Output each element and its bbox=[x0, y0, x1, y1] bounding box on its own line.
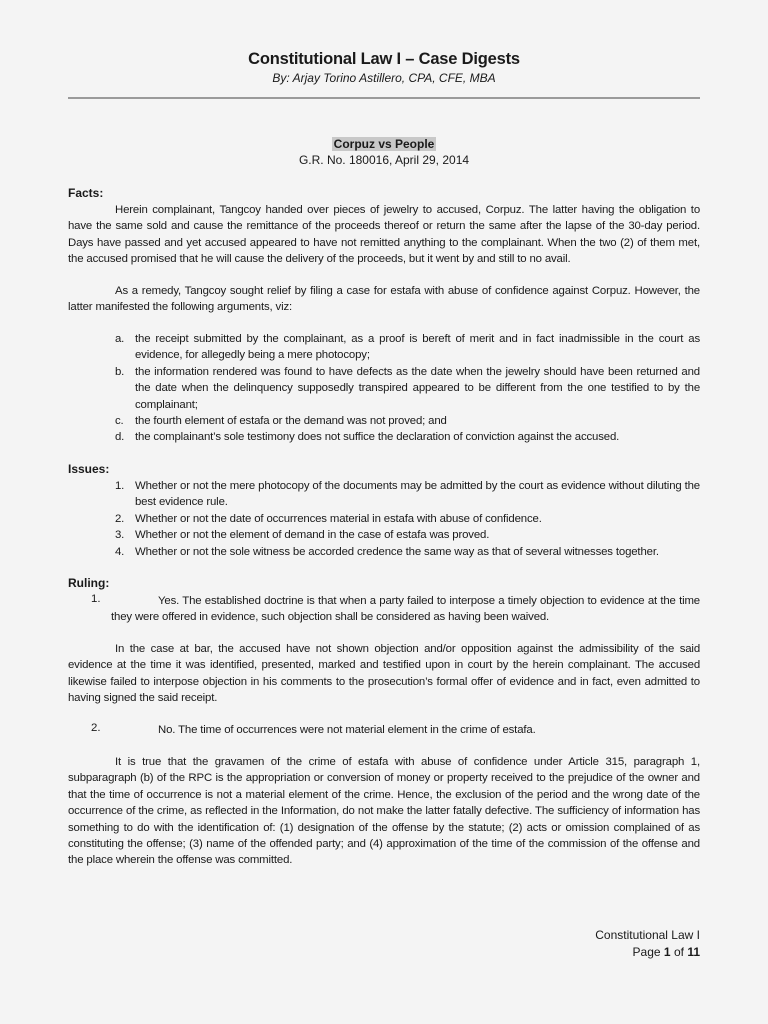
list-text: the complainant’s sole testimony does not suffice the declaration of conviction against the accused. bbox=[135, 431, 620, 444]
list-text: the receipt submitted by the complainant, as a proof is bereft of merit and in fact inadmissible in the court as evidence, for allegedly being a mere photocopy; bbox=[135, 333, 700, 362]
list-item bbox=[115, 511, 700, 527]
list-item bbox=[115, 331, 700, 364]
list-item bbox=[115, 527, 700, 543]
ruling-2-paragraph-2: It is true that the gravamen of the crime of estafa with abuse of confidence under Article 315, paragraph 1, subparagraph (b) of the RPC is the appropriation or conversion of money or property received to the prejudice of the owner and that the time of occurrence is not a material element of the crime. Hence, the exclusion of the period and the wrong date of the occurrence of the crime, as reflected in the Information, do not make the latter fatally defective. The sufficiency of information has something to do with the identification of: (1) designation of the offense by the statute; (2) acts or omission complained of as constituting the offense; (3) name of the offended party; and (4) approximation of the time of the commission of the offense and the place wherein the offense was committed. bbox=[68, 756, 700, 867]
ruling-2-paragraph-1 bbox=[111, 722, 700, 738]
facts-heading: Facts: bbox=[68, 186, 104, 200]
list-marker: 3. bbox=[115, 529, 125, 542]
page-current: 1 bbox=[663, 945, 671, 959]
of-word: of bbox=[673, 945, 684, 959]
issues-heading: Issues: bbox=[68, 462, 110, 476]
list-text: Whether or not the sole witness be accorded credence the same way as that of several witnesses together. bbox=[135, 545, 659, 558]
list-item bbox=[115, 478, 700, 511]
ruling-heading: Ruling: bbox=[68, 576, 110, 590]
list-marker: 1. bbox=[115, 480, 125, 492]
document-author: By: Arjay Torino Astillero, CPA, CFE, MBA bbox=[272, 71, 496, 85]
ruling-1-paragraph-1 bbox=[111, 593, 700, 626]
list-text: Whether or not the element of demand in the case of estafa was proved. bbox=[135, 529, 490, 542]
case-title-text: Corpuz vs People bbox=[333, 137, 435, 151]
list-text: Whether or not the mere photocopy of the documents may be admitted by the court as evidence without diluting the best evidence rule. bbox=[135, 480, 700, 509]
list-marker: b. bbox=[115, 365, 125, 378]
list-marker: 4. bbox=[115, 545, 125, 558]
list-marker: a. bbox=[115, 333, 125, 345]
list-text: the fourth element of estafa or the demand was not proved; and bbox=[135, 415, 447, 428]
list-marker: 2. bbox=[115, 512, 125, 525]
footer-label: Constitutional Law I bbox=[595, 928, 700, 942]
arguments-list bbox=[115, 331, 700, 446]
facts-paragraph-1: Herein complainant, Tangcoy handed over pieces of jewelry to accused, Corpuz. The latter having the obligation to have the same sold and cause the remittance of the proceeds thereof or return the same after the lapse of the 30-day period. Days have passed and yet accused appeared to have not remitted anything to the complainant. When the two (2) of them met, the accused promised that he will cause the delivery of the proceeds, but it went by and still to no avail. bbox=[68, 204, 700, 266]
document-title: Constitutional Law I – Case Digests bbox=[248, 50, 520, 68]
ruling-1-text: Yes. The established doctrine is that when a party failed to interpose a timely objection to evidence at the time they were offered in evidence, such objection shall be considered as having been waived. bbox=[111, 595, 700, 624]
list-marker: d. bbox=[115, 431, 125, 444]
issues-list bbox=[115, 478, 700, 560]
list-item bbox=[115, 364, 700, 413]
page-word: Page bbox=[632, 945, 661, 959]
list-item bbox=[115, 544, 700, 560]
ruling-2-number: 2. bbox=[91, 722, 101, 734]
ruling-2-text: No. The time of occurrences were not material element in the crime of estafa. bbox=[158, 724, 536, 736]
page-total: 11 bbox=[687, 945, 700, 959]
ruling-1-number: 1. bbox=[91, 593, 101, 605]
ruling-1-paragraph-2: In the case at bar, the accused have not shown objection and/or opposition against the admissibility of the said evidence at the time it was identified, presented, marked and testified upon in court by the herein complainant. The accused likewise failed to interpose objection in his comments to the prosecution’s formal offer of evidence and in fact, even admitted to having signed the said receipt. bbox=[68, 643, 700, 705]
list-marker: c. bbox=[115, 415, 124, 428]
page-number bbox=[633, 945, 700, 959]
header-divider bbox=[68, 97, 700, 99]
list-item bbox=[115, 413, 700, 429]
case-gr-number: G.R. No. 180016, April 29, 2014 bbox=[298, 153, 470, 167]
case-title bbox=[0, 137, 768, 151]
facts-paragraph-2: As a remedy, Tangcoy sought relief by filing a case for estafa with abuse of confidence against Corpuz. However, the latter manifested the following arguments, viz: bbox=[68, 285, 700, 314]
list-item bbox=[115, 429, 700, 445]
list-text: Whether or not the date of occurrences material in estafa with abuse of confidence. bbox=[135, 512, 542, 525]
list-text: the information rendered was found to have defects as the date when the jewelry should have been returned and the date when the delinquency supposedly transpired appeared to be different from the one testified to by the complainant; bbox=[135, 365, 700, 411]
